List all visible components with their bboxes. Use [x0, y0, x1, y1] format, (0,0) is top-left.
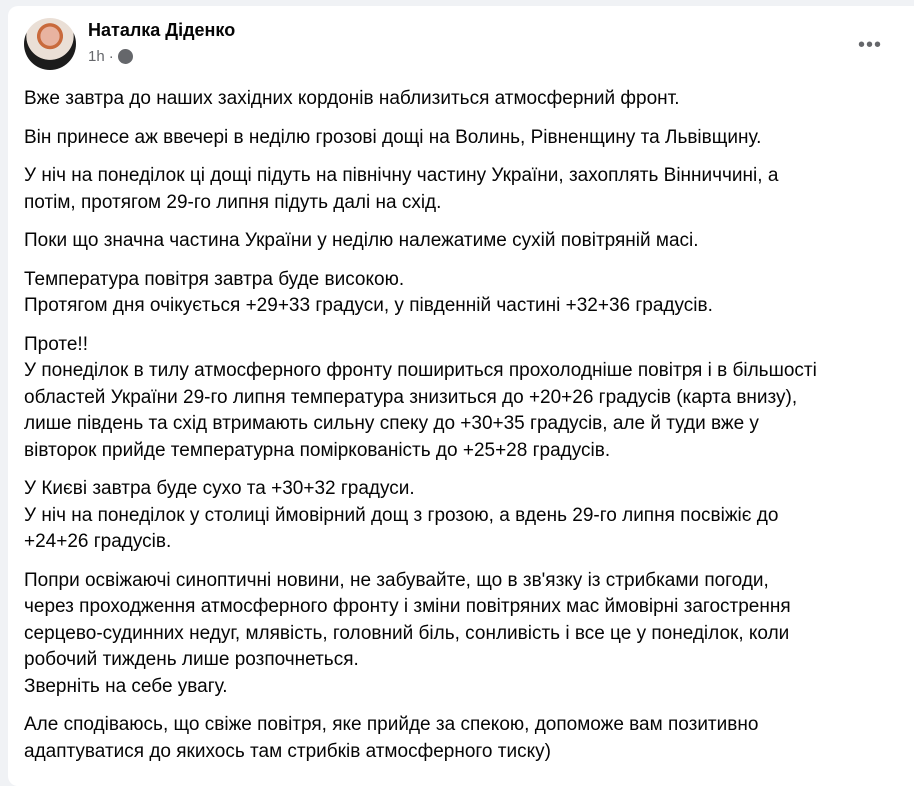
post-paragraph: У ніч на понеділок ці дощі підуть на північну частину України, захоплять Вінниччині, а потім, протягом 29-го липня підуть далі на схід.	[24, 165, 779, 213]
post-paragraph: Вже завтра до наших західних кордонів наблизиться атмосферний фронт.	[24, 88, 680, 109]
author-name[interactable]: Наталка Діденко	[88, 20, 236, 40]
post-meta	[88, 48, 133, 65]
post-paragraph: Температура повітря завтра буде високою. Протягом дня очікується +29+33 градуси, у південній частині +32+36 градусів.	[24, 268, 713, 316]
author-avatar[interactable]	[24, 18, 76, 70]
post-card	[8, 6, 914, 786]
post-paragraph: Поки що значна частина України у неділю належатиме сухій повітряній масі.	[24, 230, 699, 251]
post-body	[24, 86, 904, 777]
post-paragraph: Він принесе аж ввечері в неділю грозові дощі на Волинь, Рівненщину та Львівщину.	[24, 126, 762, 148]
meta-separator: ·	[108, 48, 114, 65]
post-paragraph: Попри освіжаючі синоптичні новини, не забувайте, що в зв'язку із стрибками погоди, через проходження атмосферного фронту і зміни повітряних мас ймовірні загострення серцево-судинних недуг, млявість, головний біль, сонливість і все це у понеділок, коли робочий тиждень лише розпочнеться. Зверніть на себе увагу.	[24, 569, 791, 697]
post-paragraph: Проте!! У понеділок в тилу атмосферного фронту пошириться прохолодніше повітря і в більшості областей України 29-го липня температура знизиться до +20+26 градусів (карта внизу), лише південь та схід втримають сильну спеку до +30+35 градусів, але й туди вже у вівторок прийде температурна поміркованість до +25+28 градусів.	[24, 333, 817, 461]
post-paragraph: У Києві завтра буде сухо та +30+32 градуси. У ніч на понеділок у столиці ймовірний дощ з грозою, а вдень 29-го липня посвіжіє до +24+26 градусів.	[24, 478, 779, 552]
more-options-button[interactable]: •••	[858, 34, 883, 56]
post-time[interactable]: 1h	[88, 48, 105, 65]
globe-icon	[118, 49, 133, 64]
post-paragraph: Але сподіваюсь, що свіже повітря, яке прийде за спекою, допоможе вам позитивно адаптуватися до якихось там стрибків атмосферного тиску)	[24, 714, 759, 762]
